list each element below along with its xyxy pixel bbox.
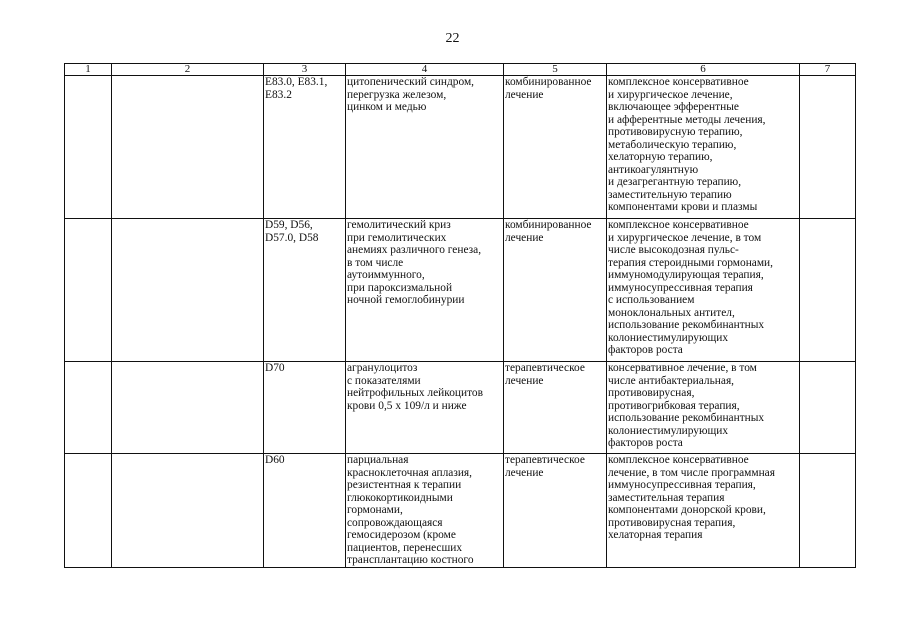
column-header-5: 5 [504,64,607,76]
column-header-4: 4 [346,64,504,76]
column-header-2: 2 [112,64,264,76]
cell-condition: агранулоцитоз с показателями нейтрофильных лейкоцитов крови 0,5 х 109/л и ниже [346,362,504,454]
cell-treatment-method: комплексное консервативное и хирургическое лечение, в том числе высокодозная пульс- терапия стероидными гормонами, иммуномодулирующая терапия, иммуносупрессивная терапия с использованием моноклональных антител, использование рекомбинантных колониестимулирующих факторов роста [607,219,800,362]
cell-empty-col1 [65,76,112,219]
cell-condition: цитопенический синдром, перегрузка железом, цинком и медью [346,76,504,219]
cell-treatment-type: комбинированное лечение [504,76,607,219]
table-header-row [65,64,856,76]
cell-empty-col2 [112,219,264,362]
cell-diagnosis-code: D70 [264,362,346,454]
cell-empty-col7 [800,219,856,362]
column-header-3: 3 [264,64,346,76]
cell-empty-col1 [65,362,112,454]
table-row [65,362,856,454]
cell-treatment-method: комплексное консервативное и хирургическое лечение, включающее эфферентные и афферентные методы лечения, противовирусную терапию, метаболическую терапию, хелаторную терапию, антикоагулянтную и дезагрегантную терапию, заместительную терапию компонентами крови и плазмы [607,76,800,219]
cell-empty-col7 [800,454,856,568]
cell-diagnosis-code: D59, D56, D57.0, D58 [264,219,346,362]
column-header-7: 7 [800,64,856,76]
cell-condition: парциальная красноклеточная аплазия, резистентная к терапии глюкокортикоидными гормонами, сопровождающаяся гемосидерозом (кроме пациентов, перенесших трансплантацию костного [346,454,504,568]
table-row [65,219,856,362]
cell-treatment-type: терапевтическое лечение [504,454,607,568]
cell-empty-col2 [112,362,264,454]
cell-treatment-method: консервативное лечение, в том числе антибактериальная, противовирусная, противогрибковая терапия, использование рекомбинантных колониестимулирующих факторов роста [607,362,800,454]
column-header-6: 6 [607,64,800,76]
cell-empty-col7 [800,76,856,219]
cell-diagnosis-code: E83.0, E83.1, E83.2 [264,76,346,219]
table-row [65,454,856,568]
column-header-1: 1 [65,64,112,76]
cell-diagnosis-code: D60 [264,454,346,568]
cell-treatment-method: комплексное консервативное лечение, в том числе программная иммуносупрессивная терапия, заместительная терапия компонентами донорской крови, противовирусная терапия, хелаторная терапия [607,454,800,568]
cell-empty-col2 [112,76,264,219]
cell-treatment-type: комбинированное лечение [504,219,607,362]
cell-empty-col2 [112,454,264,568]
treatment-table [64,63,855,572]
cell-empty-col1 [65,454,112,568]
cell-condition: гемолитический криз при гемолитических анемиях различного генеза, в том числе аутоиммунного, при пароксизмальной ночной гемоглобинурии [346,219,504,362]
table-row [65,76,856,219]
cell-empty-col1 [65,219,112,362]
cell-treatment-type: терапевтическое лечение [504,362,607,454]
cell-empty-col7 [800,362,856,454]
page-number: 22 [445,31,460,46]
